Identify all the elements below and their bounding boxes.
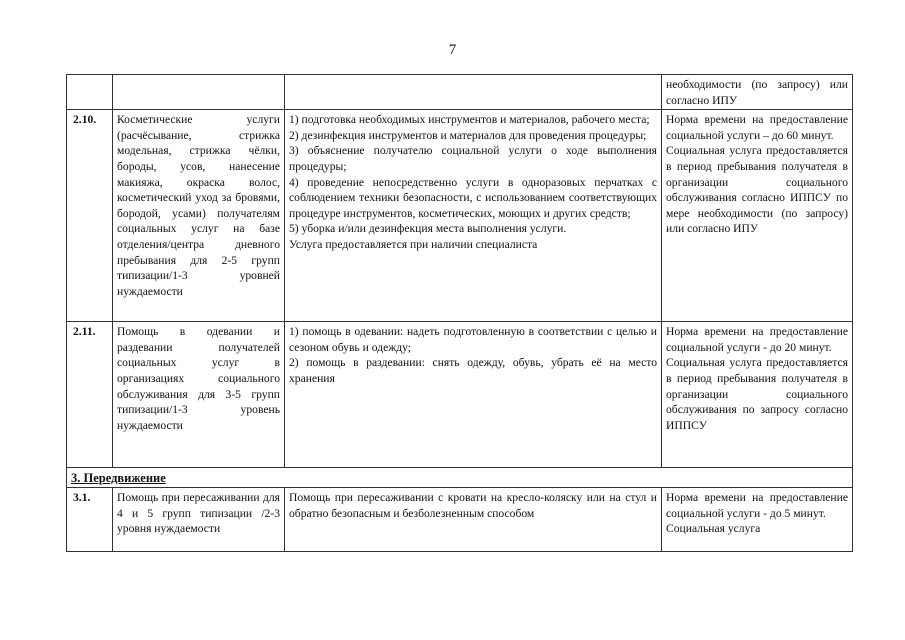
service-name-cell: Помощь в одевании и раздевании получателей социальных услуг в организациях социального обслуживания для 3-5 групп типизации/1-3 уровень нуждаемости (113, 322, 285, 468)
table-row (67, 322, 853, 468)
content-item: 5) уборка и/или дезинфекция места выполнения услуги. (289, 222, 567, 236)
content-item: 1) подготовка необходимых инструментов и материалов, рабочего места; (289, 113, 650, 127)
norm-time: Норма времени на предоставление социальной услуги - до 20 минут. (666, 325, 848, 354)
section-header-row (67, 468, 853, 488)
norm-condition: Социальная услуга предоставляется в период пребывания получателя в организации социального обслуживания по запросу согласно ИППСУ (666, 356, 848, 432)
service-norm-cell (662, 110, 853, 322)
row-number: 3.1. (67, 488, 113, 552)
service-content-cell: Помощь при пересаживании с кровати на кресло-коляску или на стул и обратно безопасным и безболезненным способом (285, 488, 662, 552)
content-item: 4) проведение непосредственно услуги в одноразовых перчатках с соблюдением техники безопасности, с использованием соответствующих процедуре инструментов, косметических, моющих и других средств; (289, 175, 657, 220)
services-table (66, 74, 853, 552)
service-content-cell (285, 110, 662, 322)
row-number: 2.10. (67, 110, 113, 322)
norm-condition: Социальная услуга (666, 522, 761, 536)
content-note: Услуга предоставляется при наличии специалиста (289, 237, 538, 251)
service-norm-cell (662, 488, 853, 552)
service-content-cell (285, 322, 662, 468)
row-number: 2.11. (67, 322, 113, 468)
service-name-cell: Помощь при пересаживании для 4 и 5 групп типизации /2-3 уровня нуждаемости (113, 488, 285, 552)
content-item: 2) помощь в раздевании: снять одежду, обувь, убрать её на место хранения (289, 356, 657, 385)
content-item: 2) дезинфекция инструментов и материалов для проведения процедуры; (289, 128, 647, 142)
service-norm-cell (662, 322, 853, 468)
service-name-cell (113, 75, 285, 110)
section-title: 3. Передвижение (67, 468, 853, 488)
norm-condition: Социальная услуга предоставляется в период пребывания получателя в организации социального обслуживания согласно ИППСУ по мере необходимости (по запросу) или согласно ИПУ (666, 144, 848, 236)
table-row (67, 110, 853, 322)
service-content-cell (285, 75, 662, 110)
table-row (67, 75, 853, 110)
norm-time: Норма времени на предоставление социальной услуги – до 60 минут. (666, 113, 848, 142)
service-name-cell: Косметические услуги (расчёсывание, стрижка модельная, стрижка чёлки, бороды, усов, нанесение макияжа, окраска волос, косметический уход за бровями, бородой, усами) получателям социальных услуг на базе отделения/центра дневного пребывания для 2-5 групп типизации/1-3 уровней нуждаемости (113, 110, 285, 322)
norm-time: Норма времени на предоставление социальной услуги - до 5 минут. (666, 491, 848, 520)
table-row (67, 488, 853, 552)
service-norm-cell: необходимости (по запросу) или согласно ИПУ (662, 75, 853, 110)
row-number (67, 75, 113, 110)
content-item: 3) объяснение получателю социальной услуги о ходе выполнения процедуры; (289, 144, 657, 173)
content-item: 1) помощь в одевании: надеть подготовленную в соответствии с целью и сезоном обувь и одежду; (289, 325, 657, 354)
page-number: 7 (448, 42, 457, 58)
